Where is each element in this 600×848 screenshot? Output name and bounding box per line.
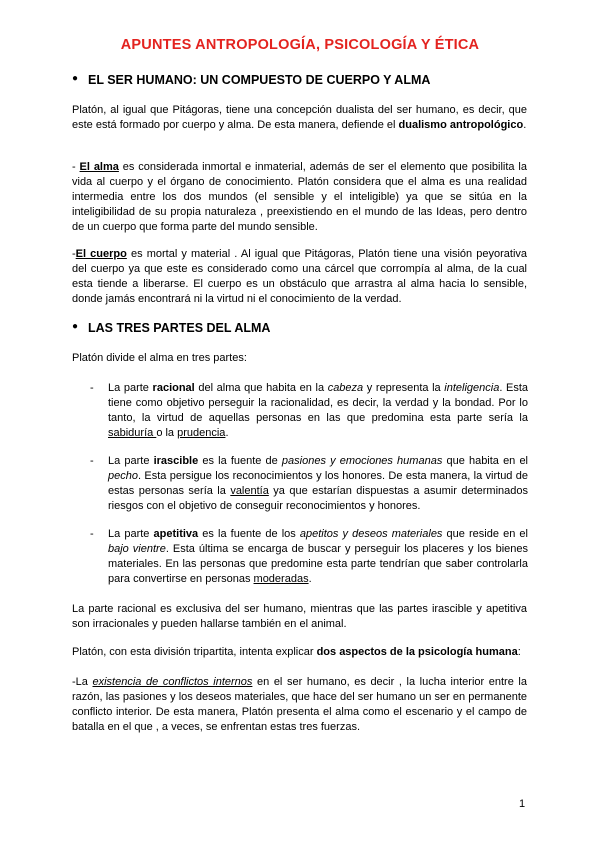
paragraph-racional-exclusiva: La parte racional es exclusiva del ser humano, mientras que las partes irascible y apetitiva son irracionales y pueden hallarse también en el animal. [72, 603, 527, 630]
italic-term: cabeza [327, 382, 364, 394]
document-title: APUNTES ANTROPOLOGÍA, PSICOLOGÍA Y ÉTICA [120, 37, 480, 53]
underlined-term: prudencia [177, 427, 226, 439]
item-text: La parte [108, 528, 154, 540]
paragraph-tripartita [72, 645, 527, 660]
bullet-icon: ● [72, 321, 79, 332]
dash-marker: - [90, 382, 94, 394]
page-number: 1 [519, 798, 526, 810]
italic-term: pecho [108, 470, 138, 482]
paragraph-intro: Platón divide el alma en tres partes: [72, 352, 247, 364]
list-item-racional [90, 381, 529, 441]
italic-term: bajo vientre [108, 543, 166, 555]
paragraph-alma [72, 160, 527, 235]
underlined-term: valentía [230, 485, 269, 497]
dash-marker: - [90, 455, 94, 467]
item-text: o la [156, 427, 178, 439]
underlined-term: moderadas [253, 573, 309, 585]
list-item-irascible [90, 454, 528, 514]
paragraph-text: en el ser humano, es decir , la lucha interior entre la razón, las pasiones y los deseos materiales, que hace del ser humano un ser en permanente conflicto interior. De esta manera, Platón presenta el alma como el escenario y el campo de batalla en el que , a veces, se enfrentan estas tres fuerzas. [72, 676, 527, 733]
paragraph-prefix: - [72, 161, 80, 173]
paragraph-text: : [517, 646, 521, 658]
item-text: que reside en el [442, 528, 528, 540]
bold-term: racional [152, 382, 195, 394]
section-heading-text: EL SER HUMANO: UN COMPUESTO DE CUERPO Y ALMA [88, 73, 431, 87]
underlined-term: sabiduría [108, 427, 157, 439]
item-text: . [225, 427, 229, 439]
list-item-apetitiva [90, 527, 528, 587]
bold-term: apetitiva [153, 528, 199, 540]
paragraph-prefix: -La [72, 676, 93, 688]
section-heading-tres-partes [72, 321, 271, 335]
item-text: . [308, 573, 312, 585]
paragraph-cuerpo [72, 247, 527, 307]
bold-term: dualismo antropológico [398, 119, 524, 131]
item-text: La parte [108, 382, 153, 394]
paragraph-text: . [523, 119, 527, 131]
italic-term: inteligencia [444, 382, 500, 394]
dash-marker: - [90, 528, 94, 540]
italic-underlined-term: existencia de conflictos internos [92, 676, 253, 688]
bullet-icon: ● [72, 73, 79, 84]
paragraph-text: es considerada inmortal e inmaterial, además de ser el elemento que posibilita la vida al cuerpo y el órgano de conocimiento. Platón considera que el alma es una realidad intermedia entre los dos mundos (el sensible y el inteligible) ya que se sitúa en la inteligibilidad de su propia naturaleza , preexistiendo en el mundo de las Ideas, pero dentro de un cuerpo que forma parte del mundo sensible. [72, 161, 527, 233]
bold-term: dos aspectos de la psicología humana [316, 646, 518, 658]
bold-underlined-term: El alma [79, 161, 119, 173]
item-text: es la fuente de los [198, 528, 300, 540]
item-text: ya que estarían dispuestas a asumir determinados riesgos con el objetivo de conseguir reconocimientos y honores. [108, 485, 528, 512]
item-text: La parte [108, 455, 154, 467]
item-text: del alma que habita en la [194, 382, 328, 394]
item-text: . Esta persigue los reconocimientos y los honores. De esta manera, la virtud de estas personas sería la [108, 470, 528, 497]
item-text: y representa la [363, 382, 445, 394]
item-text: es la fuente de [198, 455, 282, 467]
section-heading-ser-humano [72, 73, 431, 87]
italic-term: pasiones y emociones humanas [281, 455, 443, 467]
bold-term: irascible [153, 455, 199, 467]
italic-term: apetitos y deseos materiales [299, 528, 443, 540]
paragraph-text: Platón, al igual que Pitágoras, tiene una concepción dualista del ser humano, es decir, que este está formado por cuerpo y alma. De esta manera, defiende el [72, 104, 527, 131]
item-text: . Esta última se encarga de buscar y perseguir los placeres y los bienes materiales. En las personas que predomine esta parte tendrían que saber controlarla para convertirse en personas [108, 543, 528, 585]
item-text: que habita en el [442, 455, 528, 467]
bold-underlined-term: El cuerpo [75, 248, 127, 260]
item-text: . Esta tiene como objetivo perseguir la racionalidad, es decir, la verdad y la bondad. Por lo tanto, la virtud de aquellas personas en las que predomina esta parte sería la [108, 382, 529, 424]
section-heading-text: LAS TRES PARTES DEL ALMA [88, 321, 271, 335]
paragraph-text: Platón, con esta división tripartita, intenta explicar [72, 646, 317, 658]
paragraph-prefix: - [72, 248, 76, 260]
paragraph-conflictos [72, 675, 527, 735]
paragraph-text: es mortal y material . Al igual que Pitágoras, Platón tiene una visión peyorativa del cuerpo ya que este es considerado como una cárcel que corrompía al alma, de la cual esta tiende a liberarse. El cuerpo es un obstáculo que arrastra al alma hacia lo sensible, donde jamás encontrará ni la virtud ni el conocimiento de la verdad. [72, 248, 528, 305]
paragraph-dualismo [72, 103, 527, 133]
